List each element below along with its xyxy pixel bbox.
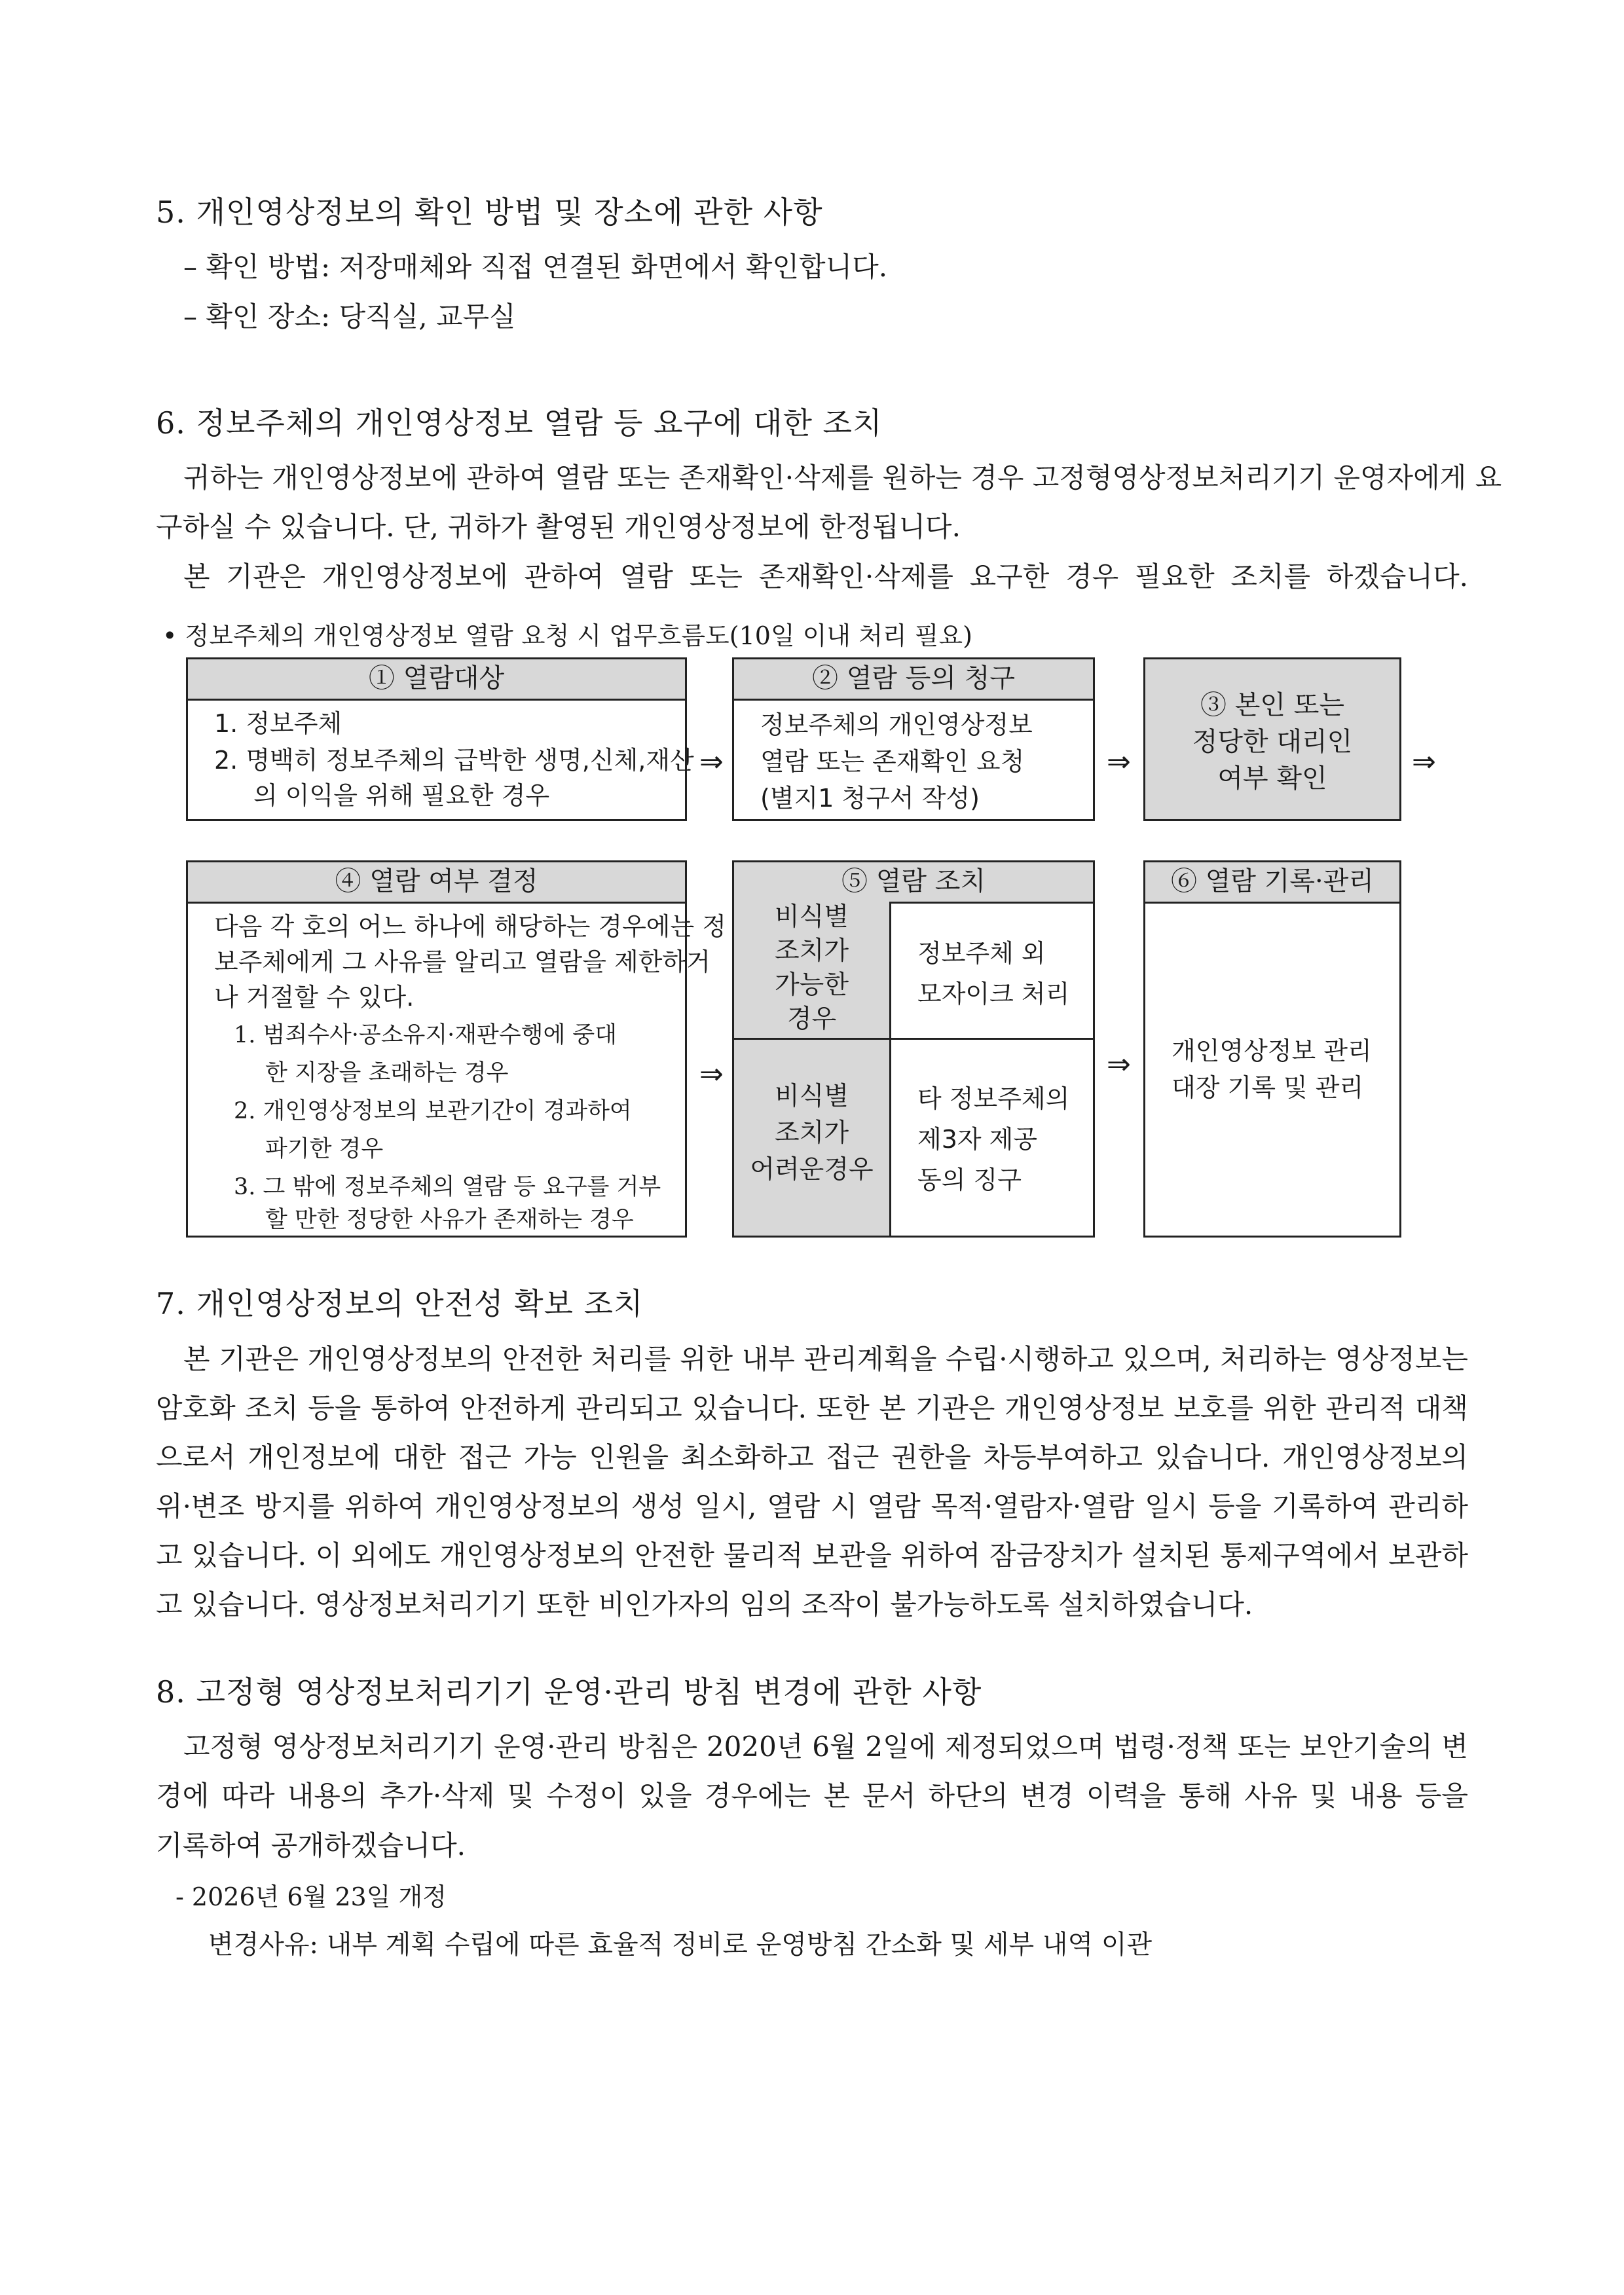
- flow-arrow-3: ⇒: [1412, 745, 1436, 779]
- flow-box-5-r2-left-2: 조치가: [774, 1118, 849, 1148]
- flow-box-5-divider: [734, 1038, 1093, 1040]
- s7-line5: 고 있습니다. 이 외에도 개인영상정보의 안전한 물리적 보관을 위하여 잠금장치가 설치된 통제구역에서 보관하: [156, 1539, 1468, 1571]
- confirm-method: – 확인 방법: 저장매체와 직접 연결된 화면에서 확인합니다.: [183, 251, 888, 283]
- section-7-heading: 7. 개인영상정보의 안전성 확보 조치: [156, 1286, 644, 1321]
- flow-box-5-r1-left-2: 조치가: [774, 936, 849, 966]
- flow-box-1-line3: 의 이익을 위해 필요한 경우: [253, 781, 550, 810]
- flow-box-3-line3: 여부 확인: [1217, 763, 1327, 794]
- flow-box-5-r2-right-1: 타 정보주체의: [917, 1084, 1070, 1113]
- flow-box-6-record: [1143, 860, 1401, 1238]
- s7-line2: 암호화 조치 등을 통하여 안전하게 관리되고 있습니다. 또한 본 기관은 개인영상정보 보호를 위한 관리적 대책: [156, 1392, 1468, 1424]
- flow-box-4-item2b: 파기한 경우: [265, 1136, 384, 1162]
- flow-box-1-target: [186, 657, 694, 821]
- s8-line3: 기록하여 공개하겠습니다.: [156, 1829, 466, 1862]
- flow-box-2-line3: (별지1 청구서 작성): [760, 784, 980, 813]
- section-8-heading: 8. 고정형 영상정보처리기기 운영·관리 방침 변경에 관한 사항: [156, 1674, 982, 1710]
- change-date: - 2026년 6월 23일 개정: [175, 1882, 447, 1911]
- flow-box-1-line1: 1. 정보주체: [214, 709, 342, 738]
- flow-box-4-line1: 다음 각 호의 어느 하나에 해당하는 경우에는 정: [214, 912, 727, 941]
- flow-box-3-line2: 정당한 대리인: [1192, 727, 1353, 757]
- flow-box-3-verify: [1143, 657, 1401, 821]
- s6-para2: 본 기관은 개인영상정보에 관하여 열람 또는 존재확인·삭제를 요구한 경우 필요한 조치를 하겠습니다.: [183, 560, 1468, 593]
- section-5-heading: 5. 개인영상정보의 확인 방법 및 장소에 관한 사항: [156, 194, 823, 230]
- flow-box-4-decision: [186, 860, 727, 1238]
- s7-line6: 고 있습니다. 영상정보처리기기 또한 비인가자의 임의 조작이 불가능하도록 설치하였습니다.: [156, 1588, 1253, 1621]
- flow-arrow-1: ⇒: [699, 745, 724, 779]
- flow-box-5-r2-left-1: 비식별: [774, 1082, 849, 1111]
- s8-line1: 고정형 영상정보처리기기 운영·관리 방침은 2020년 6월 2일에 제정되었으며 법령·정책 또는 보안기술의 변: [183, 1731, 1468, 1763]
- flow-box-5-r2-left-3: 어려운경우: [750, 1155, 874, 1184]
- confirm-location: – 확인 장소: 당직실, 교무실: [183, 301, 516, 333]
- s7-line3: 으로서 개인정보에 대한 접근 가능 인원을 최소화하고 접근 권한을 차등부여하고 있습니다. 개인영상정보의: [156, 1441, 1468, 1473]
- flow-arrow-5: ⇒: [1107, 1048, 1131, 1081]
- flow-box-5-r2-right-2: 제3자 제공: [917, 1125, 1038, 1154]
- flow-box-1-line2: 2. 명백히 정보주체의 급박한 생명,신체,재산: [214, 746, 694, 775]
- flow-box-5-r1-left-3: 가능한: [774, 970, 849, 1000]
- flow-box-2-line1: 정보주체의 개인영상정보: [760, 710, 1033, 739]
- flow-box-4-item2a: 2. 개인영상정보의 보관기간이 경과하여: [234, 1098, 632, 1124]
- flow-box-4-line2: 보주체에게 그 사유를 알리고 열람을 제한하거: [214, 947, 710, 976]
- flow-box-6-line2: 대장 기록 및 관리: [1172, 1073, 1364, 1102]
- flow-box-4-item3a: 3. 그 밖에 정보주체의 열람 등 요구를 거부: [234, 1174, 661, 1200]
- flow-box-4-item1b: 한 지장을 초래하는 경우: [265, 1060, 509, 1086]
- flow-box-5-title: ⑤ 열람 조치: [734, 862, 1093, 904]
- section-6-heading: 6. 정보주체의 개인영상정보 열람 등 요구에 대한 조치: [156, 405, 883, 441]
- s6-para1-line2: 구하실 수 있습니다. 단, 귀하가 촬영된 개인영상정보에 한정됩니다.: [156, 511, 961, 543]
- flow-box-6-title: ⑥ 열람 기록·관리: [1145, 862, 1399, 904]
- flow-box-2-title: ② 열람 등의 청구: [734, 659, 1093, 701]
- s7-line1: 본 기관은 개인영상정보의 안전한 처리를 위한 내부 관리계획을 수립·시행하고 있으며, 처리하는 영상정보는: [183, 1343, 1468, 1375]
- flow-arrow-2: ⇒: [1107, 745, 1131, 779]
- flow-box-5-r1-right-2: 모자이크 처리: [917, 980, 1070, 1008]
- flow-box-5-r1-left-4: 경우: [786, 1004, 837, 1034]
- flow-box-2-line2: 열람 또는 존재확인 요청: [760, 747, 1025, 776]
- flow-box-5-r1-right-1: 정보주체 외: [917, 939, 1046, 968]
- flow-box-1-title: ① 열람대상: [188, 659, 685, 701]
- flow-box-4-item1a: 1. 범죄수사·공소유지·재판수행에 중대: [234, 1022, 618, 1048]
- change-reason: 변경사유: 내부 계획 수립에 따른 효율적 정비로 운영방침 간소화 및 세부 내역 이관: [208, 1930, 1153, 1960]
- flow-arrow-4: ⇒: [699, 1057, 724, 1091]
- flow-caption: • 정보주체의 개인영상정보 열람 요청 시 업무흐름도(10일 이내 처리 필요): [162, 621, 972, 650]
- s8-line2: 경에 따라 내용의 추가·삭제 및 수정이 있을 경우에는 본 문서 하단의 변경 이력을 통해 사유 및 내용 등을: [156, 1780, 1468, 1812]
- s7-line4: 위·변조 방지를 위하여 개인영상정보의 생성 일시, 열람 시 열람 목적·열람자·열람 일시 등을 기록하여 관리하: [156, 1490, 1468, 1522]
- s6-para1-line1: 귀하는 개인영상정보에 관하여 열람 또는 존재확인·삭제를 원하는 경우 고정형영상정보처리기기 운영자에게 요: [183, 462, 1502, 494]
- flow-box-5-action: [732, 860, 1095, 1238]
- flow-box-3-line1: ③ 본인 또는: [1200, 690, 1344, 720]
- flow-box-5-r2-right-3: 동의 징구: [917, 1166, 1022, 1194]
- flow-box-5-r1-left-1: 비식별: [774, 902, 849, 932]
- flow-box-6-line1: 개인영상정보 관리: [1172, 1037, 1372, 1065]
- flow-box-2-request: [732, 657, 1095, 821]
- flow-box-4-item3b: 할 만한 정당한 사유가 존재하는 경우: [265, 1207, 634, 1233]
- flow-box-4-title: ④ 열람 여부 결정: [188, 862, 685, 904]
- flow-box-4-line3: 나 거절할 수 있다.: [214, 983, 415, 1012]
